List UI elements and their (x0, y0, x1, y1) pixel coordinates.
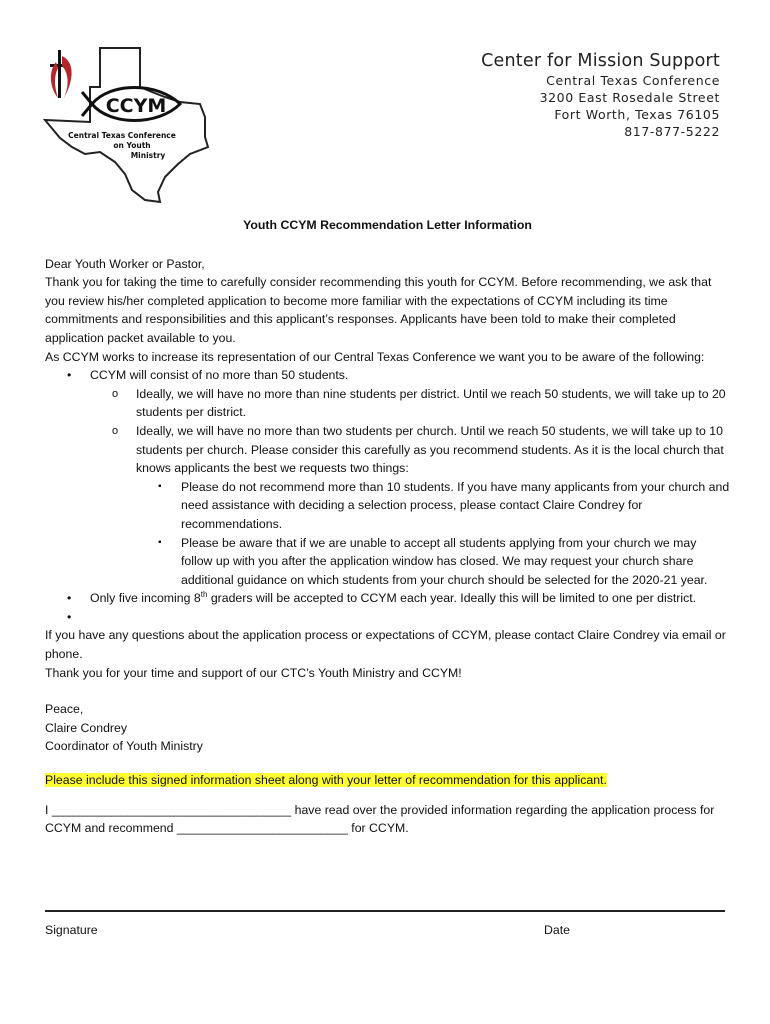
sub-sub-list (136, 478, 730, 590)
highlighted-instruction: Please include this signed information sheet along with your letter of recommendation for this applicant. (45, 773, 607, 788)
signer-role: Coordinator of Youth Ministry (45, 739, 203, 754)
list-item (90, 422, 730, 589)
closing: Peace, (45, 702, 84, 717)
list-item-text: CCYM will consist of no more than 50 students. (90, 368, 349, 383)
list-item (45, 589, 730, 608)
list-item-text: Please be aware that if we are unable to accept all students applying from your church we may follow up with you after the application window has closed. We may request your church share additional guidance on which students from your church should be selected for the 2020-21 year. (181, 535, 708, 587)
address-line-1: Central Texas Conference (546, 73, 720, 88)
requirements-list (45, 366, 730, 626)
list-item-text: Ideally, we will have no more than nine students per district. Until we reach 50 students, we will take up to 20 students per district. (136, 386, 726, 420)
list-item (45, 366, 730, 589)
list-item-text: Only five incoming 8 (90, 591, 201, 606)
list-item-text: Ideally, we will have no more than two students per church. Until we reach 50 students, we will take up to 10 students per church. Please consider this carefully as you recommend students. As it is the local church that knows applicants the best we requests two things: (136, 423, 724, 476)
phone-number: 817-877-5222 (624, 124, 720, 139)
sub-list (90, 385, 730, 590)
list-item (90, 385, 730, 422)
signature-label: Signature (45, 923, 98, 937)
signature-line[interactable] (45, 910, 725, 912)
page-title: Youth CCYM Recommendation Letter Information (243, 218, 532, 232)
attestation-statement[interactable]: I ___________________________________ have read over the provided information regarding the application process for CCYM and recommend _________________________ for CCYM. (45, 802, 715, 836)
list-item-text-cont: graders will be accepted to CCYM each year. Ideally this will be limited to one per district. (207, 591, 697, 606)
logo-caption-1: Central Texas Conference (68, 131, 176, 140)
intro-paragraph: Thank you for taking the time to carefully consider recommending this youth for CCYM. Before recommending, we ask that you review his/her completed application to become more familiar with the expectations of CCYM including its time commitments and responsibilities and this applicant’s responses. Applicants have been told to make their completed application packet available to you. (45, 275, 712, 345)
address-line-2: 3200 East Rosedale Street (539, 90, 720, 105)
representation-paragraph: As CCYM works to increase its representation of our Central Texas Conference we want you to be aware of the following: (45, 349, 705, 364)
date-label: Date (544, 923, 570, 937)
cross-and-flame-icon (50, 50, 72, 98)
ordinal-suffix: th (200, 590, 208, 600)
ccym-logo (40, 42, 215, 207)
logo-badge-text: CCYM (105, 95, 167, 117)
letterhead (481, 50, 720, 140)
list-item (136, 534, 730, 590)
address-line-3: Fort Worth, Texas 76105 (554, 107, 720, 122)
signer-name: Claire Condrey (45, 720, 128, 735)
list-item-text: Please do not recommend more than 10 students. If you have many applicants from your church and need assistance with deciding a selection process, please contact Claire Condrey for recommendations. (181, 479, 730, 531)
org-name: Center for Mission Support (481, 51, 720, 71)
letter-body (45, 216, 730, 838)
logo-caption-3: Ministry (130, 151, 166, 160)
greeting: Dear Youth Worker or Pastor, (45, 256, 205, 271)
thanks-paragraph: Thank you for your time and support of our CTC’s Youth Ministry and CCYM! (45, 665, 462, 680)
questions-paragraph: If you have any questions about the application process or expectations of CCYM, please contact Claire Condrey via email or phone. (45, 628, 726, 662)
empty-list-item (45, 608, 730, 627)
list-item (136, 478, 730, 534)
logo-caption-2: on Youth (113, 141, 151, 150)
